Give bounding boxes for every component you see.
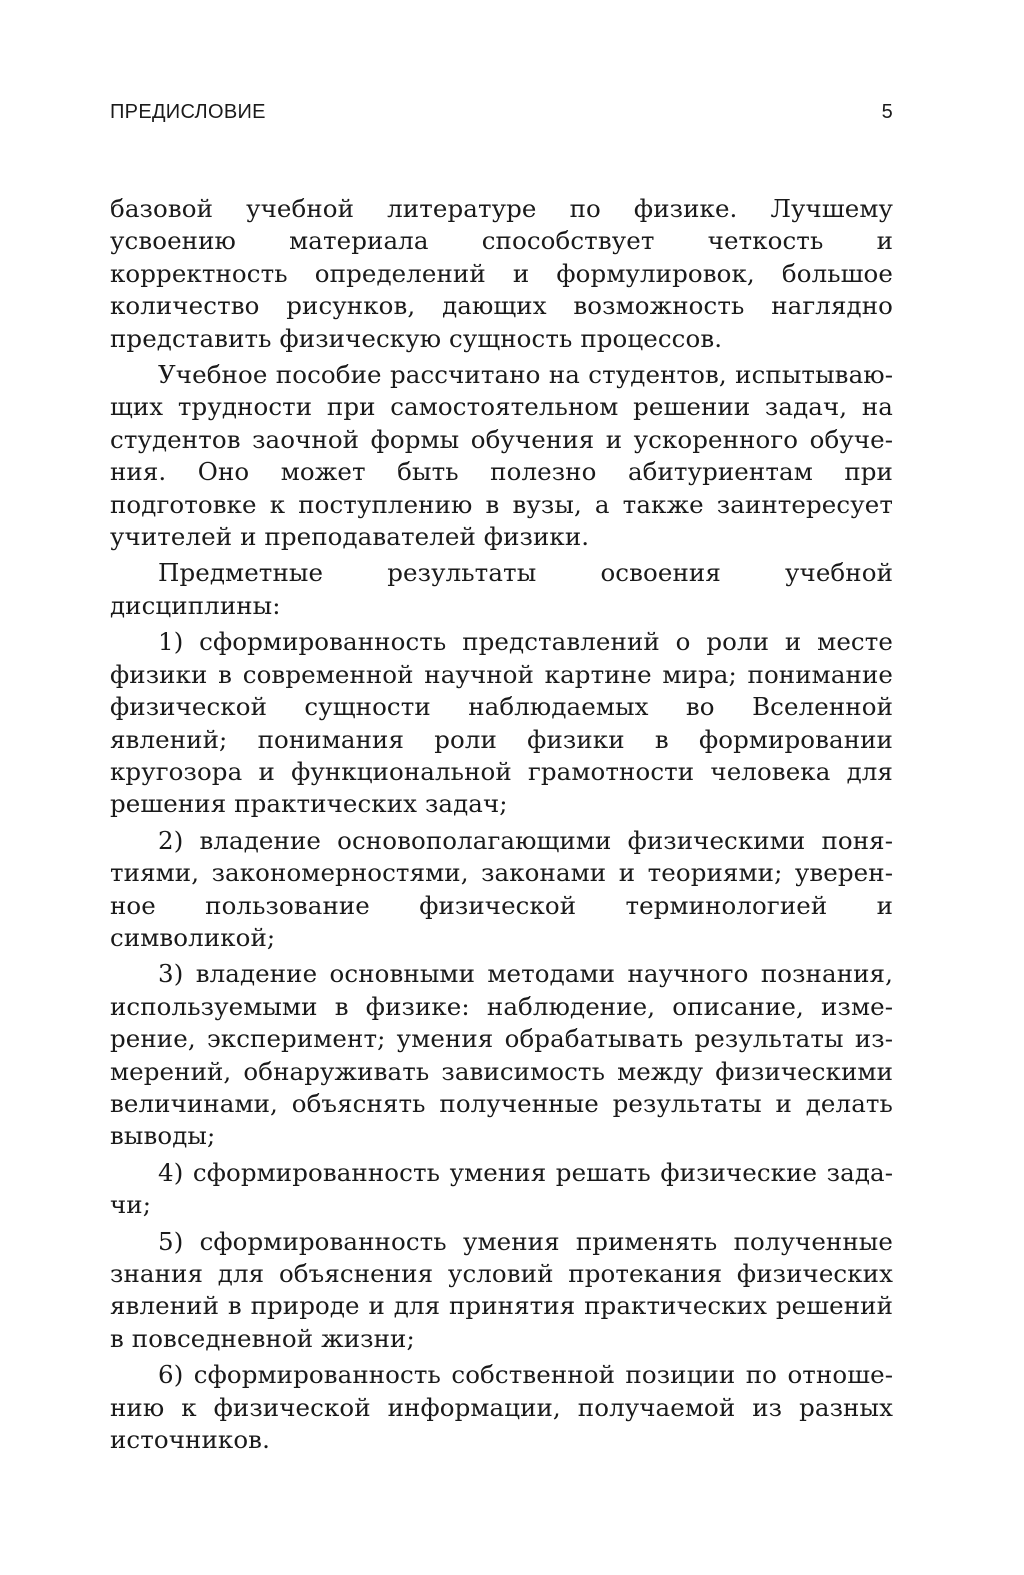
- paragraph-audience: Учебное пособие рассчитано на студентов, испытывающих трудности при самостоятельном решении задач, на студентов заочной формы обучения и ускоренного обучения. Оно может быть полезно абитуриентам при подготовке к поступлению в вузы, а также заинтересует учителей и преподавателей физики.: [110, 360, 893, 552]
- running-title: ПРЕДИСЛОВИЕ: [110, 101, 266, 123]
- paragraph-continuation: базовой учебной литературе по физике. Лучшему усвоению материала способствует четкость и корректность определений и формулировок, большое количество рисунков, дающих возможность наглядно представить физическую сущность процессов.: [110, 194, 893, 353]
- list-item-5: 5) сформированность умения применять полученные знания для объяснения условий протекания физических явлений в природе и для принятия практических решений в повседневной жизни;: [110, 1226, 893, 1353]
- list-item-1: 1) сформированность представлений о роли и месте физики в современной научной картине мира; понимание физической сущности наблюдаемых во Вселенной явлений; понимания роли физики в формировании кругозора и функциональной грамотности человека для решения практических задач;: [110, 627, 893, 819]
- body-text: [110, 193, 893, 1456]
- list-item-2: 2) владение основополагающими физическими понятиями, закономерностями, законами и теориями; уверенное пользование физической терминологией и символикой;: [110, 825, 893, 952]
- list-item-3: 3) владение основными методами научного познания, используемыми в физике: наблюдение, описание, измерение, эксперимент; умения обрабатывать результаты измерений, обнаруживать зависимость между физическими величинами, объяснять полученные результаты и делать выводы;: [110, 959, 893, 1151]
- page-number: 5: [881, 101, 893, 123]
- list-item-4: 4) сформированность умения решать физические задачи;: [110, 1157, 893, 1220]
- paragraph-results-intro: Предметные результаты освоения учебной дисциплины:: [110, 558, 893, 620]
- running-head: [110, 101, 893, 131]
- book-page: [110, 0, 893, 1575]
- list-item-6: 6) сформированность собственной позиции по отношению к физической информации, получаемой из разных источников.: [110, 1360, 893, 1455]
